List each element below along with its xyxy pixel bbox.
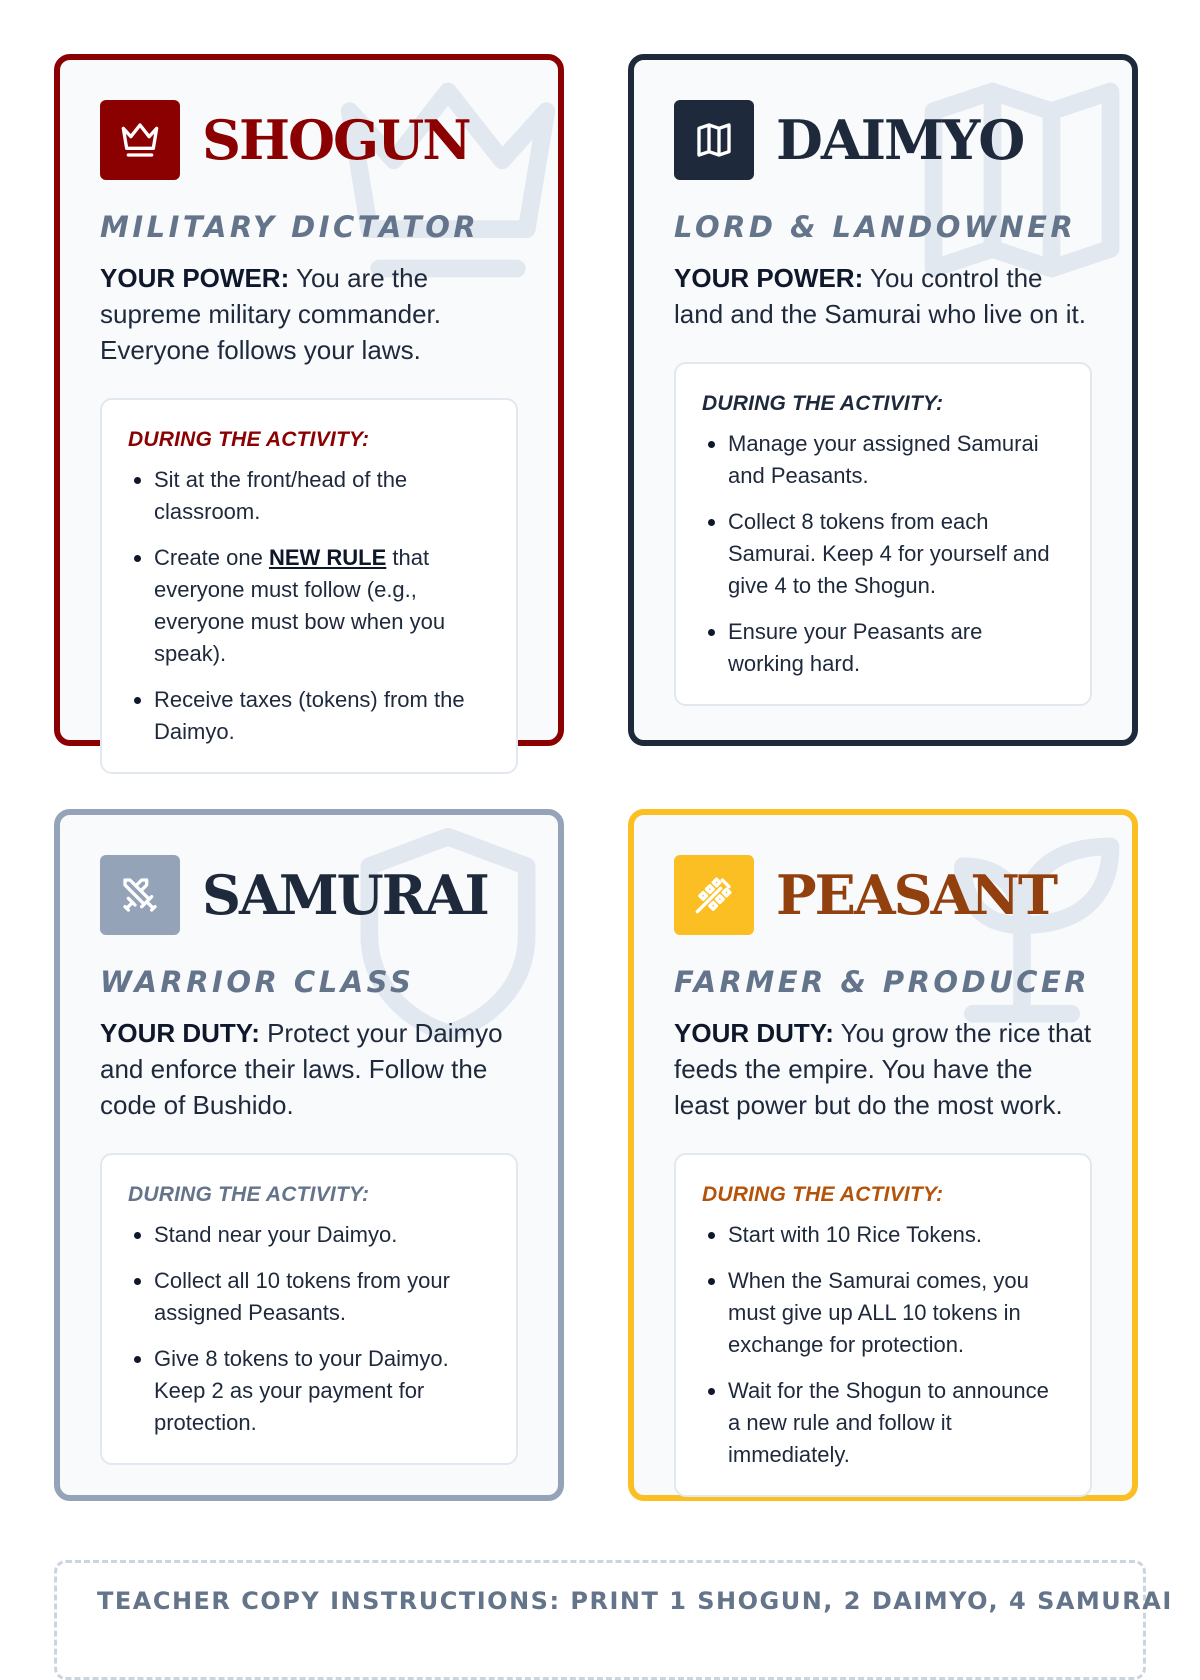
peasant-power-text: You grow the rice that feeds the empire. You have the least power but do the most work. xyxy=(674,1018,1092,1120)
daimyo-card xyxy=(628,54,1138,746)
shogun-card xyxy=(54,54,564,746)
shogun-subtitle: MILITARY DICTATOR xyxy=(100,210,480,244)
new-rule-highlight: NEW RULE xyxy=(268,545,387,570)
daimyo-activity-title: DURING THE ACTIVITY: xyxy=(702,392,944,415)
daimyo-power-text: You control the land and the Samurai who live on it. xyxy=(674,263,1086,329)
peasant-activity-list xyxy=(702,1219,1064,1471)
shogun-power-text: You are the supreme military commander. Everyone follows your laws. xyxy=(100,263,441,365)
list-item: • Start with 10 Rice Tokens. xyxy=(728,1219,1064,1251)
shogun-activity-title: DURING THE ACTIVITY: xyxy=(128,428,370,451)
map-icon xyxy=(674,100,754,180)
teacher-instructions-box xyxy=(54,1560,1173,1680)
daimyo-activity-list xyxy=(702,428,1064,680)
daimyo-title: DAIMYO xyxy=(776,108,1024,172)
samurai-header xyxy=(100,855,518,935)
samurai-activity-box xyxy=(100,1153,518,1465)
daimyo-header xyxy=(674,100,1092,180)
list-item: • Ensure your Peasants are working hard. xyxy=(728,616,1064,680)
list-item: • Collect all 10 tokens from your assigned Peasants. xyxy=(154,1265,490,1329)
samurai-power xyxy=(100,1015,518,1123)
peasant-card xyxy=(628,809,1138,1501)
wheat-icon xyxy=(674,855,754,935)
samurai-card xyxy=(54,809,564,1501)
rule-item-before: Create one xyxy=(154,545,269,570)
list-item: • Wait for the Shogun to announce a new rule and follow it immediately. xyxy=(728,1375,1064,1471)
samurai-power-label: YOUR DUTY: xyxy=(100,1018,260,1048)
list-item: • Manage your assigned Samurai and Peasants. xyxy=(728,428,1064,492)
peasant-power xyxy=(674,1015,1092,1123)
teacher-instructions-text: TEACHER COPY INSTRUCTIONS: PRINT 1 SHOGUN, 2 DAIMYO, 4 SAMURAI xyxy=(97,1587,1173,1615)
samurai-subtitle: WARRIOR CLASS xyxy=(100,965,415,999)
peasant-title: PEASANT xyxy=(776,863,1057,927)
samurai-title: SAMURAI xyxy=(202,863,488,927)
shogun-activity-list xyxy=(128,464,490,748)
peasant-power-label: YOUR DUTY: xyxy=(674,1018,834,1048)
samurai-activity-list xyxy=(128,1219,490,1439)
peasant-activity-box xyxy=(674,1153,1092,1497)
crown-icon xyxy=(100,100,180,180)
peasant-activity-title: DURING THE ACTIVITY: xyxy=(702,1183,944,1206)
daimyo-subtitle: LORD & LANDOWNER xyxy=(674,210,1077,244)
list-item: • When the Samurai comes, you must give up ALL 10 tokens in exchange for protection. xyxy=(728,1265,1064,1361)
list-item: • Stand near your Daimyo. xyxy=(154,1219,490,1251)
samurai-power-text: Protect your Daimyo and enforce their laws. Follow the code of Bushido. xyxy=(100,1018,503,1120)
shogun-header xyxy=(100,100,518,180)
list-item: • Give 8 tokens to your Daimyo. Keep 2 as your payment for protection. xyxy=(154,1343,490,1439)
crossed-swords-icon xyxy=(100,855,180,935)
peasant-header xyxy=(674,855,1092,935)
list-item: • Collect 8 tokens from each Samurai. Keep 4 for yourself and give 4 to the Shogun. xyxy=(728,506,1064,602)
list-item: • Receive taxes (tokens) from the Daimyo. xyxy=(154,684,490,748)
list-item xyxy=(154,542,490,670)
daimyo-activity-box xyxy=(674,362,1092,706)
shogun-title: SHOGUN xyxy=(202,108,470,172)
list-item: • Sit at the front/head of the classroom. xyxy=(154,464,490,528)
samurai-activity-title: DURING THE ACTIVITY: xyxy=(128,1183,370,1206)
peasant-subtitle: FARMER & PRODUCER xyxy=(674,965,1091,999)
daimyo-power-label: YOUR POWER: xyxy=(674,263,864,293)
daimyo-power xyxy=(674,260,1092,332)
shogun-power-label: YOUR POWER: xyxy=(100,263,290,293)
rule-item-after: that everyone must follow (e.g., everyone must bow when you speak). xyxy=(154,545,446,666)
shogun-power xyxy=(100,260,518,368)
shogun-activity-box xyxy=(100,398,518,774)
